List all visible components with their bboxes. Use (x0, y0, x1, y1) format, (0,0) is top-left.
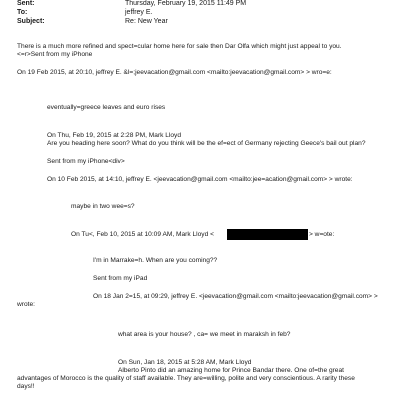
quote-header-wrote: > w=ote: (309, 231, 335, 238)
quote-header-sun-jan18: On Sun, Jan 18, 2015 at 5:28 AM, Mark Lloyd (118, 359, 252, 366)
quote-header-feb19: On 19 Feb 2015, at 20:10, jeffrey E. &l=;jeevacation@gmail.com <mailto:jeevacation@gmail.com> > wro=e: (17, 69, 332, 76)
body-line-advantages: advantages of Morocco is the quality of staff available. They are=willing, polite and very conscientious. A rarity these (17, 375, 355, 382)
body-line-days: days!! (17, 383, 35, 390)
quote-header-jan18: On 18 Jan 2=15, at 09:29, jeffrey E. <jeevacation@gmail.com <mailto:jeevacation@gmail.com> > (93, 293, 378, 300)
to-value: jeffrey E. (125, 9, 153, 16)
body-line-intro: There is a much more refined and spect=cular home here for sale then Dar Olfa which might just appeal to you. (17, 43, 342, 50)
sent-label: Sent: (17, 0, 35, 7)
body-line-sent-from-iphone-div: Sent from my iPhone<div> (47, 158, 125, 165)
body-line-two-weeks: maybe in two wee=s? (71, 203, 135, 210)
quote-header-wrote-2: wrote: (17, 301, 35, 308)
subject-value: Re: New Year (125, 18, 168, 25)
subject-label: Subject: (17, 18, 45, 25)
body-line-heading-here: Are you heading here soon? What do you think will be the ef=ect of Germany rejecting Geece's bail out plan? (47, 140, 366, 147)
to-label: To: (17, 9, 28, 16)
quote-header-tue-feb10: On Tu<, Feb 10, 2015 at 10:09 AM, Mark Lloyd < (71, 231, 214, 238)
sent-value: Thursday, February 19, 2015 11:49 PM (125, 0, 247, 7)
quote-header-feb10: On 10 Feb 2015, at 14:10, jeffrey E. <jeevacation@gmail.com <mailto:jee=acation@gmail.com> > wrote: (47, 176, 353, 183)
body-line-sent-from-iphone: <=r>Sent from my iPhone (17, 51, 93, 58)
body-line-alberto-pinto: Alberto Pinto did an amazing home for Prince Bandar there. One of=the great (118, 367, 344, 374)
redaction-bar (227, 229, 308, 240)
body-line-sent-from-ipad: Sent from my iPad (93, 275, 148, 282)
quote-header-thu-feb19: On Thu, Feb 19, 2015 at 2:28 PM, Mark Lloyd (47, 132, 182, 139)
body-line-what-area: what area is your house? , ca= we meet in maraksh in feb? (118, 331, 291, 338)
body-line-marrakech: I'm in Marrake=h. When are you coming?? (93, 257, 218, 264)
body-line-greece: eventually=greece leaves and euro rises (47, 104, 166, 111)
